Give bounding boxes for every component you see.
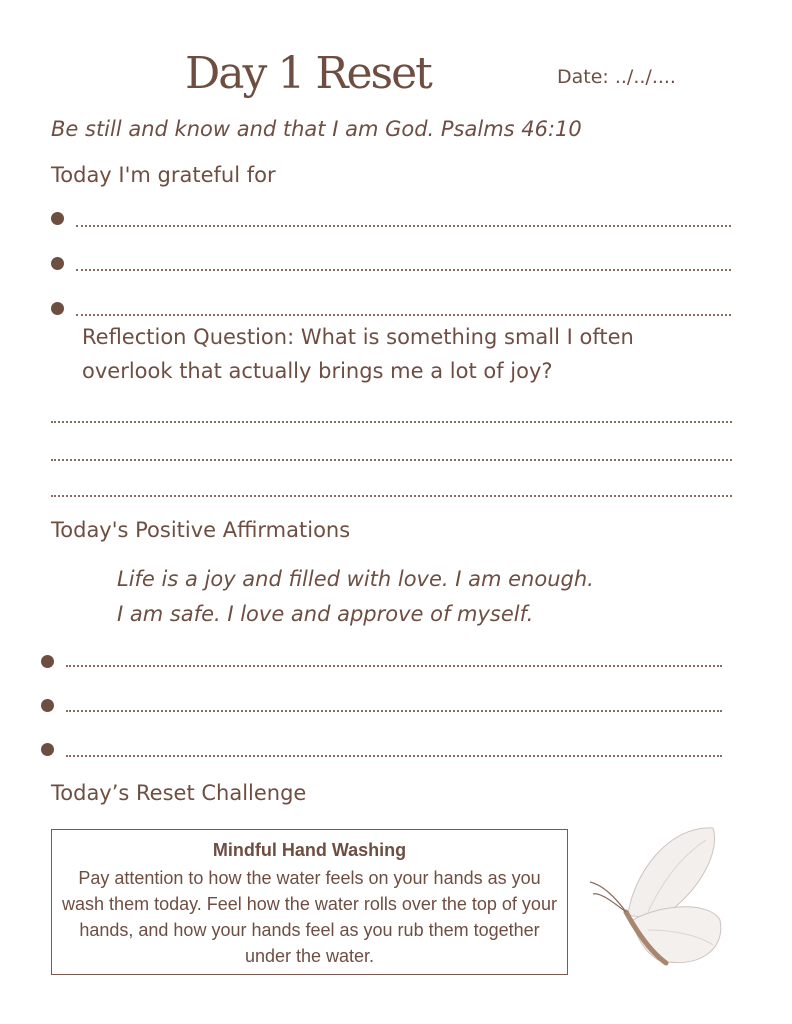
reflection-question bbox=[82, 320, 722, 388]
reflection-answer-line-2[interactable] bbox=[51, 459, 732, 461]
bullet-icon bbox=[51, 257, 64, 270]
reflection-question-line-2: overlook that actually brings me a lot of joy? bbox=[82, 359, 553, 383]
gratitude-heading: Today I'm grateful for bbox=[51, 163, 276, 187]
affirmation-entry-line-1[interactable] bbox=[66, 665, 722, 667]
bullet-icon bbox=[41, 699, 54, 712]
challenge-title: Mindful Hand Washing bbox=[212, 840, 407, 860]
bullet-icon bbox=[41, 655, 54, 668]
bullet-icon bbox=[51, 212, 64, 225]
reflection-question-line-1: Reflection Question: What is something small I often bbox=[82, 325, 634, 349]
date-field[interactable]: Date: ../../.... bbox=[557, 66, 676, 88]
challenge-box bbox=[51, 829, 568, 975]
scripture-verse: Be still and know and that I am God. Psalms 46:10 bbox=[51, 117, 582, 141]
affirmations-heading: Today's Positive Affirmations bbox=[51, 518, 351, 542]
reflection-answer-line-1[interactable] bbox=[51, 421, 732, 423]
gratitude-entry-line-3[interactable] bbox=[76, 314, 731, 316]
reflection-answer-line-3[interactable] bbox=[51, 495, 732, 497]
affirmation-entry-line-3[interactable] bbox=[66, 755, 722, 757]
affirmation-entry-line-2[interactable] bbox=[66, 710, 722, 712]
gratitude-entry-line-1[interactable] bbox=[76, 225, 731, 227]
challenge-description: Pay attention to how the water feels on your hands as you wash them today. Feel how the water rolls over the top of your hands, and how your hands feel as you rub them together under the water. bbox=[62, 868, 557, 966]
butterfly-icon bbox=[588, 820, 728, 970]
affirmation-line-1: Life is a joy and filled with love. I am enough. bbox=[117, 567, 594, 591]
challenge-heading: Today’s Reset Challenge bbox=[51, 781, 307, 805]
page-title: Day 1 Reset bbox=[185, 48, 431, 99]
affirmation-text bbox=[117, 562, 717, 632]
affirmation-line-2: I am safe. I love and approve of myself. bbox=[117, 602, 534, 626]
gratitude-entry-line-2[interactable] bbox=[76, 269, 731, 271]
bullet-icon bbox=[41, 743, 54, 756]
bullet-icon bbox=[51, 302, 64, 315]
